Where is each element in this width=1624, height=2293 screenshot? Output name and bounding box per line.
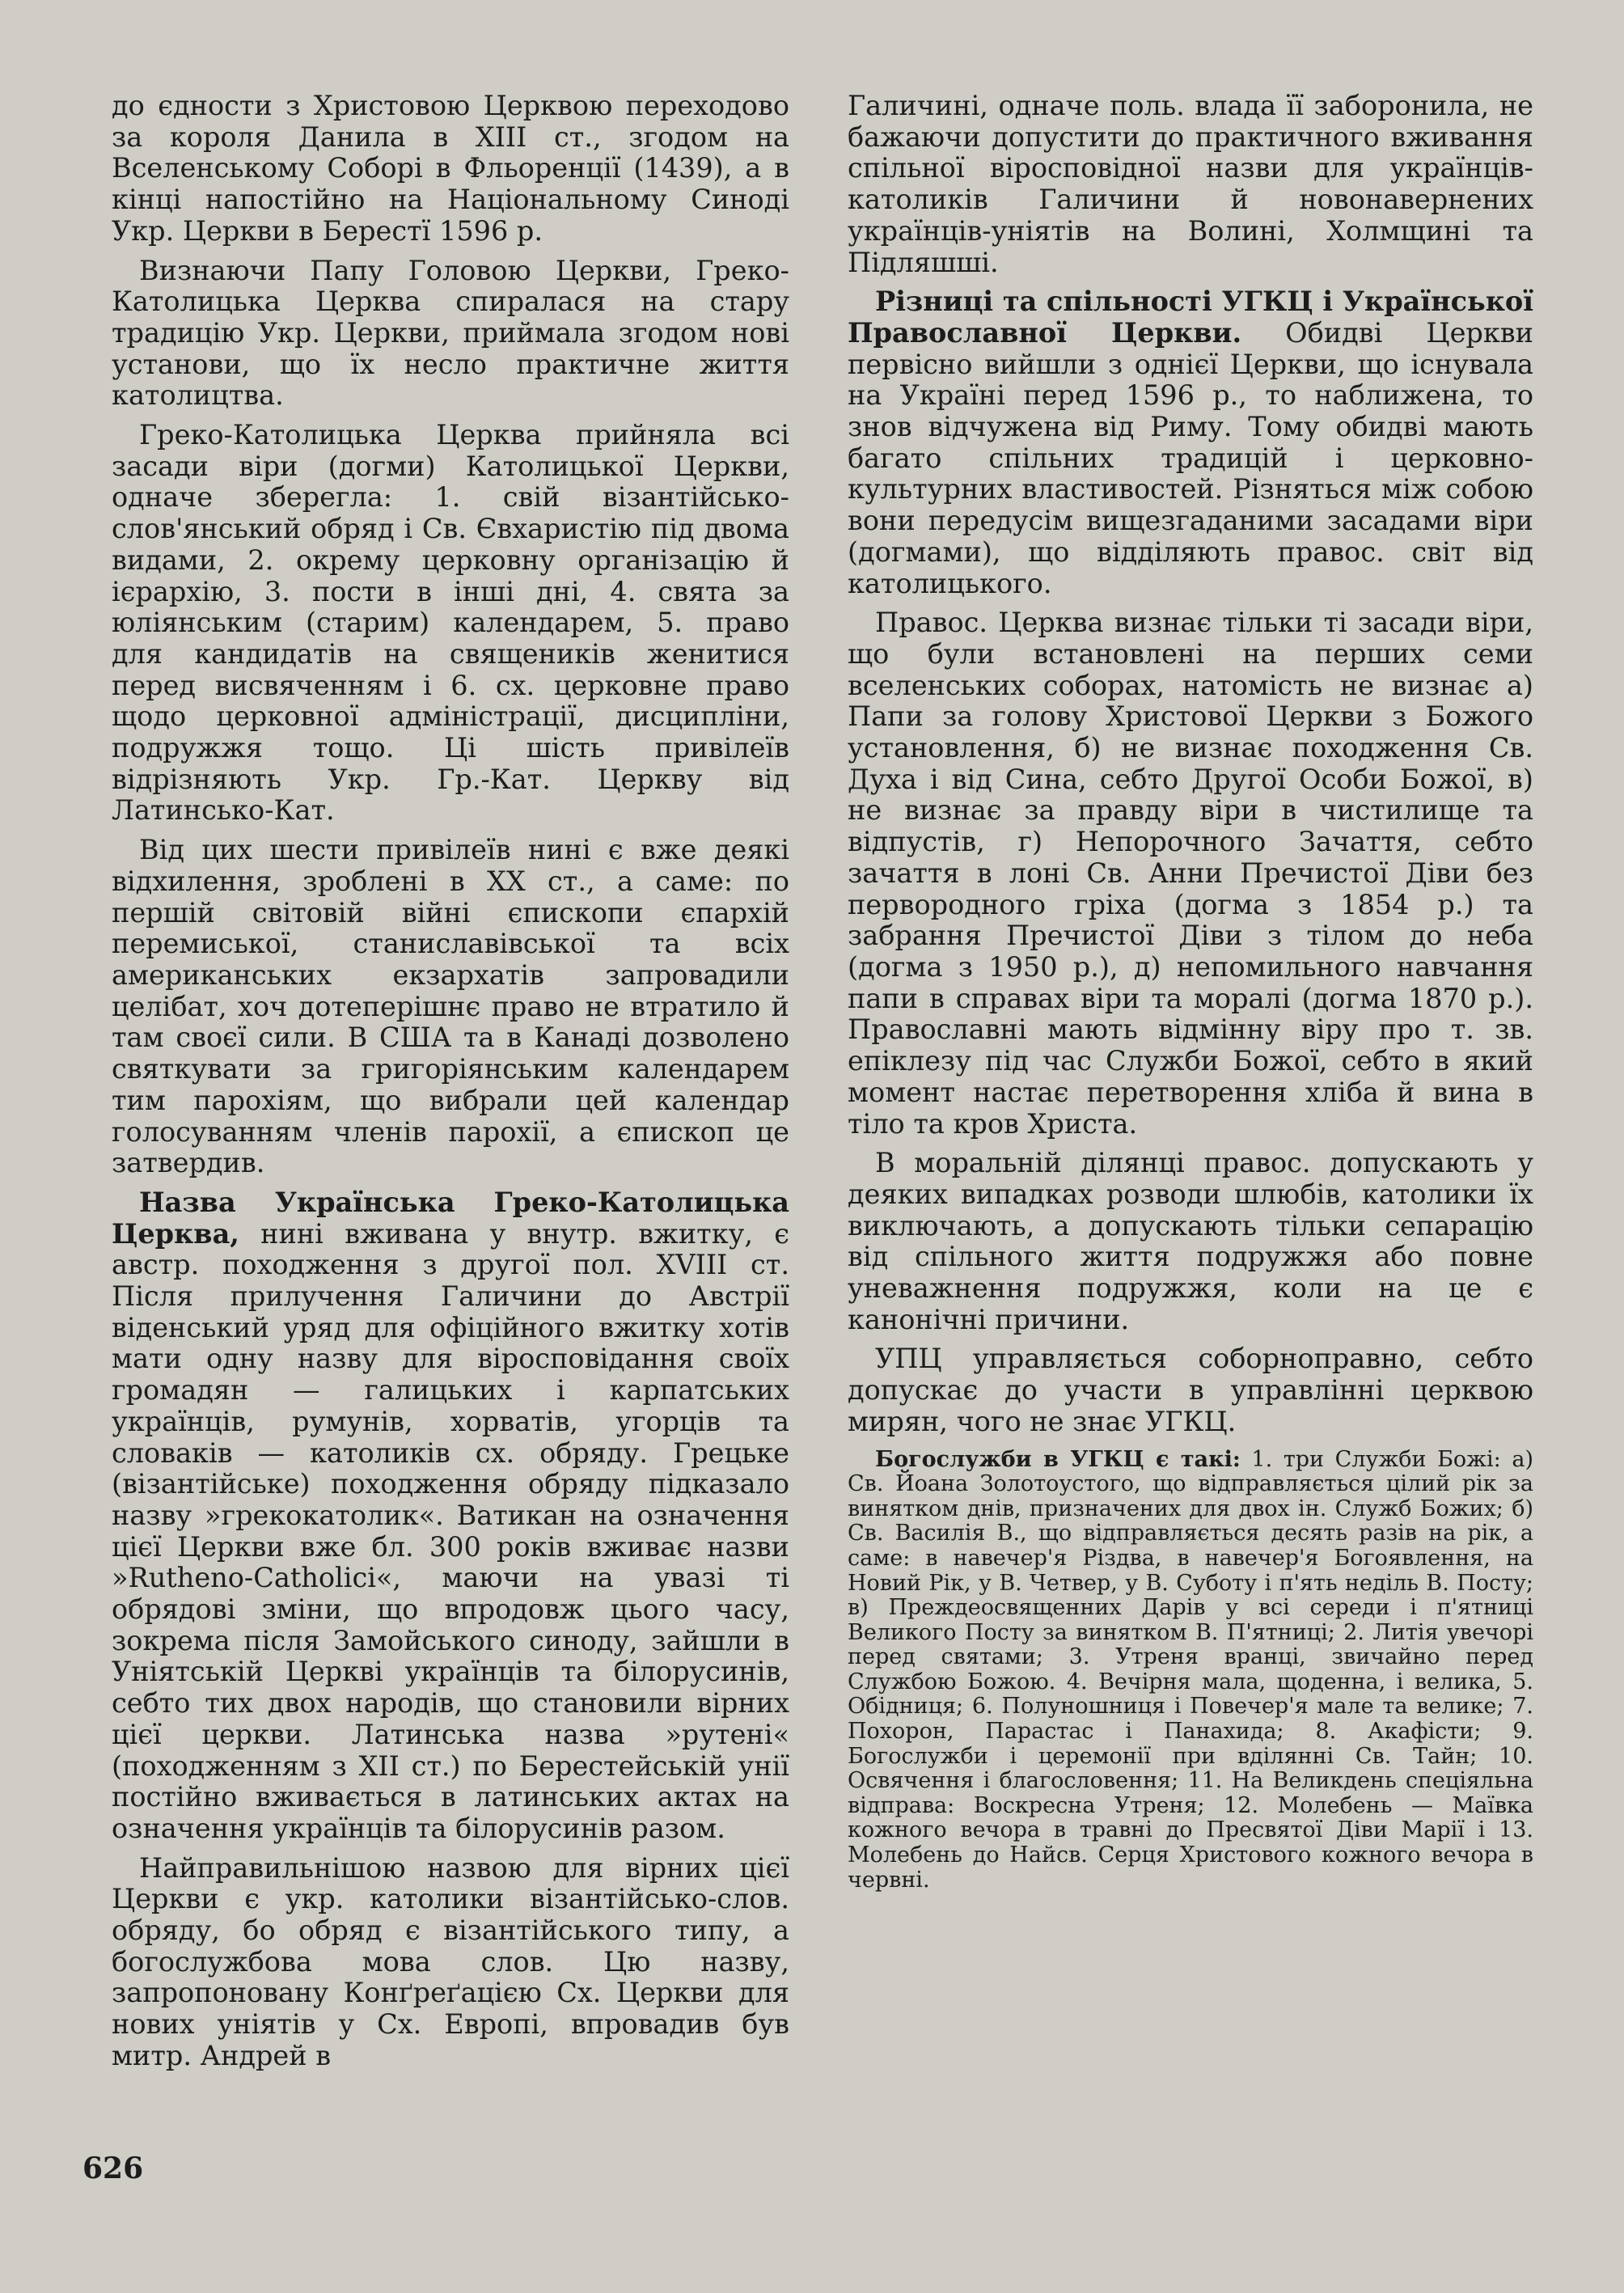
paragraph: Визнаючи Папу Головою Церкви, Греко-Католицька Церква спиралася на стару традицію Укр. Церкви, приймала згодом нові установи, що їх несло практичне життя католицтва.	[112, 254, 789, 412]
paragraph: В моральній ділянці правос. допускають у деяких випадках розводи шлюбів, католики їх виключають, а допускають тільки сепарацію від спільного життя подружжя або повне уневажнення подружжя, коли на це є канонічні причини.	[848, 1147, 1533, 1335]
paragraph: Греко-Католицька Церква прийняла всі засади віри (догми) Католицької Церкви, одначе зберегла: 1. свій візантійсько-слов'янський обряд і Св. Євхаристію під двома видами, 2. окрему церковну організацію й ієрархію, 3. пости в інші дні, 4. свята за юліянським (старим) календарем, 5. право для кандидатів на священиків женитися перед висвяченням і 6. сх. церковне право щодо церковної адміністрації, дисципліни, подружжя тощо. Ці шість привілеїв відрізняють Укр. Гр.-Кат. Церкву від Латинсько-Кат.	[112, 419, 789, 827]
paragraph: до єдности з Христовою Церквою переходово за короля Данила в XIII ст., згодом на Вселенському Соборі в Фльоренції (1439), а в кінці напостійно на Національному Синоді Укр. Церкви в Берестї 1596 р.	[112, 90, 789, 247]
paragraph: Правос. Церква визнає тільки ті засади віри, що були встановлені на перших семи вселенських соборах, натомість не визнає а) Папи за голову Христової Церкви з Божого установлення, б) не визнає походження Св. Духа і від Сина, себто Другої Особи Божої, в) не визнає за правду віри в чистилище та відпустів, г) Непорочного Зачаття, себто зачаття в лоні Св. Анни Пречистої Діви без первородного гріха (догма з 1854 р.) та забрання Пречистої Діви з тілом до неба (догма з 1950 р.), д) непомильного навчання папи в справах віри та моралі (догма 1870 р.). Православні мають відмінну віру про т. зв. епіклезу під час Служби Божої, себто в який момент настає перетворення хліба й вина в тіло та кров Христа.	[848, 607, 1533, 1140]
page-number: 626	[82, 2151, 144, 2185]
section-heading: Різниці та спільності УГКЦ і Української Православної Церкви.	[848, 286, 1533, 349]
paragraph-text: нині вживана у внутр. вжитку, є австр. походження з другої пол. XVIII ст. Після прилучення Галичини до Австрії віденський уряд для офіційного вжитку хотів мати одну назву для віросповідання своїх громадян — галицьких і карпатських українців, румунів, хорватів, угорців та словаків — католиків сх. обряду. Грецьке (візантійське) походження обряду підказало назву »грекокатолик«. Ватикан на означення цієї Церкви вже бл. 300 років вживає назви »Rutheno-Catholici«, маючи на увазі ті обрядові зміни, що впродовж цього часу, зокрема після Замойського синоду, зайшли в Уніятській Церкві українців та білорусинів, себто тих двох народів, що становили вірних цієї церкви. Латинська назва »рутені« (походженням з XII ст.) по Берестейській унії постійно вживається в латинських актах на означення українців та білорусинів разом.	[112, 1217, 789, 1844]
left-column	[112, 91, 789, 2080]
section-heading: Назва Українська Греко-Католицька Церква,	[112, 1186, 789, 1250]
paragraph-text: 1. три Служби Божі: а) Св. Йоана Золотоустого, що відправляється цілий рік за винятком днів, призначених для двох ін. Служб Божих; б) Св. Василія В., що відправляється десять разів на рік, а саме: в навечер'я Різдва, в навечер'я Богоявлення, на Новий Рік, у В. Четвер, у В. Суботу і п'ять неділь В. Посту; в) Преждеосвященних Дарів у всі середи і п'ятниці Великого Посту за винятком В. П'ятниці; 2. Литія увечорі перед святами; 3. Утреня вранці, звичайно перед Службою Божою. 4. Вечірня мала, щоденна, і велика, 5. Обідниця; 6. Полуношниця і Повечер'я мале та велике; 7. Похорон, Парастас і Панахида; 8. Акафісти; 9. Богослужби і церемонії при вділянні Св. Тайн; 10. Освячення і благословення; 11. На Великдень спеціяльна відправа: Воскресна Утреня; 12. Молебень — Маївка кожного вечора в травні до Пресвятої Діви Марії і 13. Молебень до Найсв. Серця Христового кожного вечора в червні.	[848, 1446, 1533, 1893]
paragraph: Галичині, одначе поль. влада її заборонила, не бажаючи допустити до практичного вживання спільної віросповідної назви для українців-католиків Галичини й новонавернених українців-уніятів на Волині, Холмщині та Підляшші.	[848, 90, 1533, 278]
paragraph	[112, 1187, 789, 1845]
paragraph: Найправильнішою назвою для вірних цієї Церкви є укр. католики візантійсько-слов. обряду, бо обряд є візантійського типу, а богослужбова мова слов. Цю назву, запропоновану Конґреґацією Сх. Церкви для нових уніятів у Сх. Европі, впровадив був митр. Андрей в	[112, 1851, 789, 2071]
paragraph-text: Обидві Церкви первісно вийшли з однієї Церкви, що існувала на Україні перед 1596 р., то наближена, то знов відчужена від Риму. Тому обидві мають багато спільних традицій і церковно-культурних властивостей. Різняться між собою вони передусім вищезгаданими засадами віри (догмами), що відділяють правос. світ від католицького.	[848, 316, 1533, 599]
right-column	[848, 91, 1533, 1901]
paragraph-small	[848, 1448, 1533, 1893]
paragraph: УПЦ управляється соборноправно, себто допускає до участи в управлінні церквою мирян, чого не знає УГКЦ.	[848, 1343, 1533, 1437]
paragraph: Від цих шести привілеїв нині є вже деякі відхилення, зроблені в XX ст., а саме: по першій світовій війні єпископи єпархій перемиської, станиславівської та всіх американських екзархатів запровадили целібат, хоч дотеперішнє право не втратило й там своєї сили. В США та в Канаді дозволено святкувати за григоріянським календарем тим парохіям, що вибрали цей календар голосуванням членів парохії, а єпископ це затвердив.	[112, 834, 789, 1179]
section-heading: Богослужби в УГКЦ є такі:	[875, 1446, 1241, 1472]
paragraph	[848, 286, 1533, 599]
